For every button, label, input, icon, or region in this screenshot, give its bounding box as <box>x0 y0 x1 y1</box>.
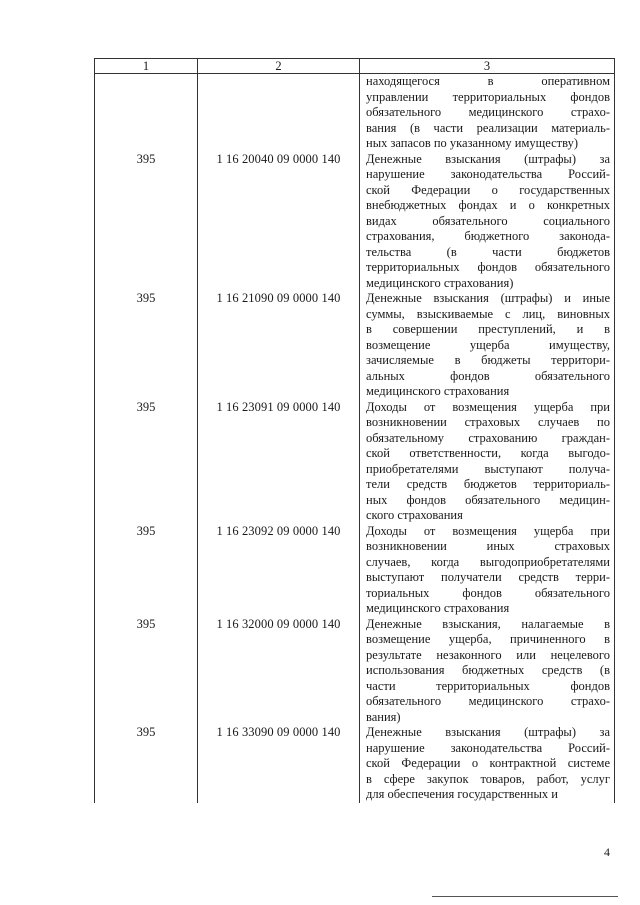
income-description-cell <box>360 617 615 726</box>
page-number: 4 <box>604 845 610 859</box>
description-line: возмещение ущерба имуществу, <box>366 337 610 352</box>
description-line: Доходы от возмещения ущерба при <box>366 523 610 538</box>
description-line: результате незаконного или нецелевого <box>366 647 610 662</box>
description-line: Денежные взыскания (штрафы) за <box>366 725 610 739</box>
budget-classification-code-cell: 1 16 23091 09 0000 140 <box>198 400 360 524</box>
description-line: ской ответственности, когда выгодо- <box>366 446 610 460</box>
description-line: ской Федерации о контрактной системе <box>366 756 610 770</box>
description-line: в совершении преступлений, и в <box>366 322 610 336</box>
description-line: ториальных фондов обязательного <box>366 585 610 600</box>
description-line: территориальных фондов обязательного <box>366 260 610 274</box>
description-line: внебюджетных фондах и о конкретных <box>366 198 610 212</box>
description-line: Доходы от возмещения ущерба при <box>366 399 610 414</box>
description-line: суммы, взыскиваемые с лиц, виновных <box>366 306 610 321</box>
table-header-row <box>95 59 615 74</box>
description-line: обязательному страхованию граждан- <box>366 430 610 445</box>
budget-codes-table <box>94 58 615 803</box>
continuation-description <box>360 74 615 152</box>
budget-classification-code-cell: 1 16 21090 09 0000 140 <box>198 291 360 400</box>
description-line: приобретателями выступают получа- <box>366 461 610 476</box>
description-line: возникновении страховых случаев по <box>366 415 610 429</box>
description-line: возмещение ущерба, причиненного в <box>366 632 610 646</box>
description-line: использования бюджетных средств (в <box>366 663 610 677</box>
footer-rule <box>432 896 618 897</box>
description-line: ской Федерации о государственных <box>366 182 610 197</box>
description-line: обязательного медицинского страхо- <box>366 694 610 708</box>
description-line: медицинского страхования <box>366 601 510 615</box>
description-line: вания (в части реализации материаль- <box>366 120 610 135</box>
description-line: зачисляемые в бюджеты территори- <box>366 353 610 367</box>
column-header-2: 2 <box>198 59 360 74</box>
table-row <box>95 725 615 803</box>
column-header-3: 3 <box>360 59 615 74</box>
budget-classification-code-cell: 1 16 20040 09 0000 140 <box>198 152 360 292</box>
description-line: в сфере закупок товаров, работ, услуг <box>366 771 610 786</box>
table-row <box>95 291 615 400</box>
description-line: вания) <box>366 709 401 724</box>
description-line: Денежные взыскания, налагаемые в <box>366 616 610 631</box>
continuation-code-cell <box>198 74 360 152</box>
income-description-cell <box>360 400 615 524</box>
continuation-admin-cell <box>95 74 198 152</box>
description-line: видах обязательного социального <box>366 213 610 228</box>
administrator-code-cell: 395 <box>95 524 198 617</box>
continuation-row <box>95 74 615 152</box>
income-description-cell <box>360 291 615 400</box>
budget-classification-code-cell: 1 16 32000 09 0000 140 <box>198 617 360 726</box>
column-header-1: 1 <box>95 59 198 74</box>
description-line: нарушение законодательства Россий- <box>366 167 610 181</box>
administrator-code-cell: 395 <box>95 400 198 524</box>
description-line: Денежные взыскания (штрафы) и иные <box>366 291 610 305</box>
description-line: выступают получатели средств терри- <box>366 570 610 584</box>
description-line: тели средств бюджетов территориаль- <box>366 477 610 491</box>
description-line: медицинского страхования) <box>366 275 514 290</box>
table-row <box>95 152 615 292</box>
table-row <box>95 400 615 524</box>
administrator-code-cell: 395 <box>95 725 198 803</box>
description-line: части территориальных фондов <box>366 678 610 693</box>
administrator-code-cell: 395 <box>95 152 198 292</box>
table-body <box>95 74 615 803</box>
income-description-cell <box>360 725 615 803</box>
administrator-code-cell: 395 <box>95 291 198 400</box>
table-row <box>95 617 615 726</box>
description-line: случаев, когда выгодоприобретателями <box>366 554 610 569</box>
income-description-cell <box>360 152 615 292</box>
budget-classification-code-cell: 1 16 23092 09 0000 140 <box>198 524 360 617</box>
description-line: управлении территориальных фондов <box>366 89 610 104</box>
description-line: для обеспечения государственных и <box>366 787 558 801</box>
description-line: Денежные взыскания (штрафы) за <box>366 151 610 166</box>
description-line: возникновении иных страховых <box>366 539 610 553</box>
description-line: нарушение законодательства Россий- <box>366 740 610 755</box>
description-line: ского страхования <box>366 508 463 522</box>
table-row <box>95 524 615 617</box>
description-line: страхования, бюджетного законода- <box>366 229 610 243</box>
description-line: ных фондов обязательного медицин- <box>366 492 610 507</box>
administrator-code-cell: 395 <box>95 617 198 726</box>
description-line: ных запасов по указанному имуществу) <box>366 136 578 150</box>
budget-classification-code-cell: 1 16 33090 09 0000 140 <box>198 725 360 803</box>
description-line: находящегося в оперативном <box>366 74 610 88</box>
description-line: обязательного медицинского страхо- <box>366 105 610 119</box>
description-line: медицинского страхования <box>366 384 510 398</box>
description-line: альных фондов обязательного <box>366 368 610 383</box>
description-line: тельства (в части бюджетов <box>366 244 610 259</box>
income-description-cell <box>360 524 615 617</box>
